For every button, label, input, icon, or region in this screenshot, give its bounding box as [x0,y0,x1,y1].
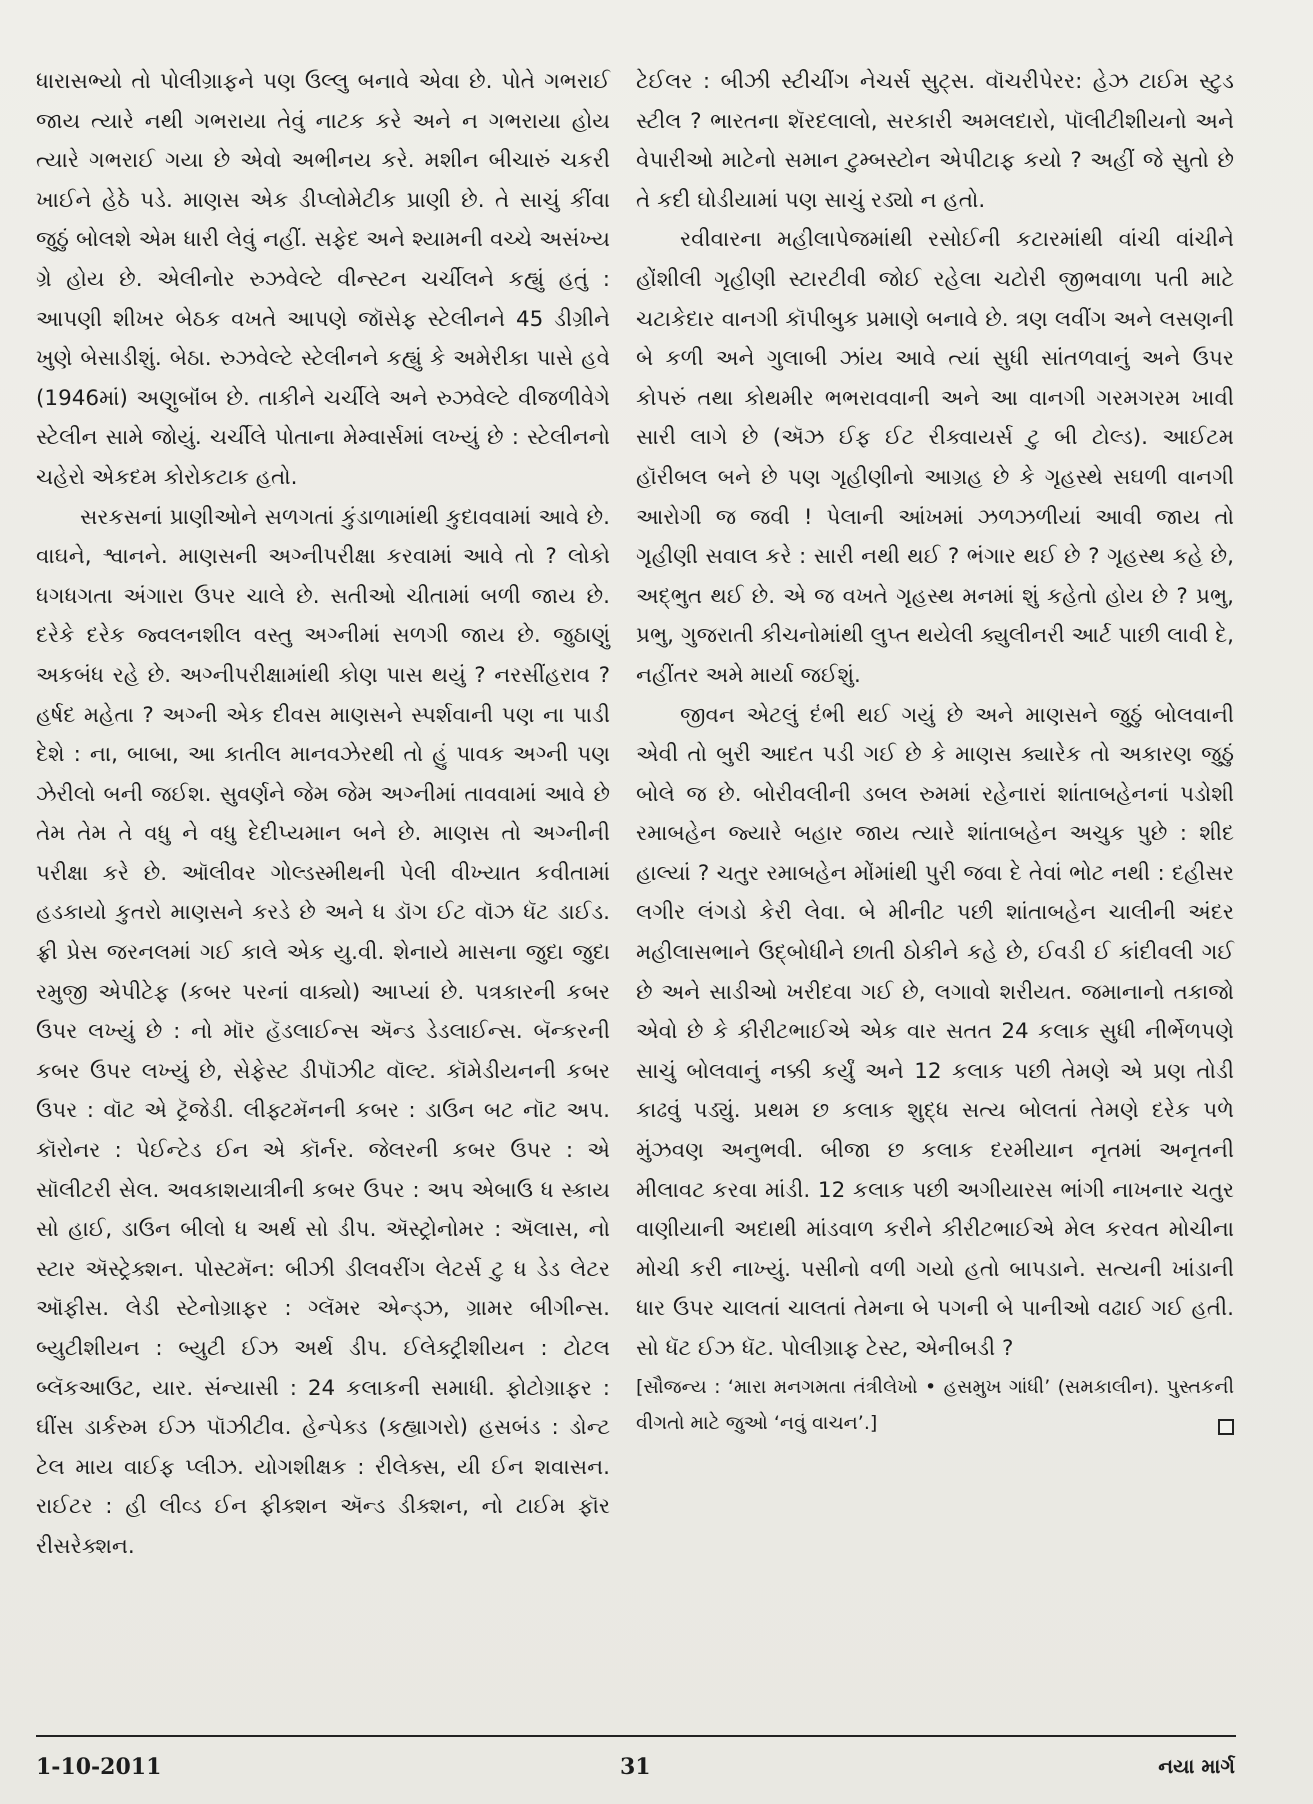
left-paragraph-1: ધારાસભ્યો તો પોલીગ્રાફને પણ ઉલ્લુ બનાવે એવા છે. પોતે ગભરાઈ જાય ત્યારે નથી ગભરાયા તેવું નાટક કરે અને ન ગભરાયા હોય ત્યારે ગભરાઈ ગયા છે એવો અભીનય કરે. મશીન બીચારું ચકરી ખાઈને હેઠે પડે. માણસ એક ડીપ્લોમેટીક પ્રાણી છે. તે સાચું કીંવા જુઠું બોલશે એમ ધારી લેવું નહીં. સફેદ અને શ્યામની વચ્ચે અસંખ્ય ગ્રે હોય છે. એલીનોર રુઝવેલ્ટે વીન્સ્ટન ચર્ચીલને કહ્યું હતું : આપણી શીખર બેઠક વખતે આપણે જૉસેફ સ્ટેલીનને 45 ડીગ્રીને ખુણે બેસાડીશું. બેઠા. રુઝવેલ્ટે સ્ટેલીનને કહ્યું કે અમેરીકા પાસે હવે (1946માં) અણુબૉંબ છે. તાકીને ચર્ચીલે અને રુઝવેલ્ટે વીજળીવેગે સ્ટેલીન સામે જોયું. ચર્ચીલે પોતાના મેમ્વાર્સમાં લખ્યું છે : સ્ટેલીનનો ચહેરો એકદમ કોરોકટાક હતો. [36,69,610,490]
issue-date: 1-10-2011 [36,1754,162,1780]
right-paragraph-2: રવીવારના મહીલાપેજમાંથી રસોઈની કટારમાંથી વાંચી વાંચીને હોંશીલી ગૃહીણી સ્ટારટીવી જોઈ રહેલા ચટોરી જીભવાળા પતી માટે ચટાકેદાર વાનગી કૉપીબુક પ્રમાણે બનાવે છે. ત્રણ લવીંગ અને લસણની બે કળી અને ગુલાબી ઝાંય આવે ત્યાં સુધી સાંતળવાનું અને ઉપર કોપરું તથા કોથમીર ભભરાવવાની અને આ વાનગી ગરમગરમ ખાવી સારી લાગે છે (ઍઝ ઈફ ઈટ રીક્વાયર્સ ટુ બી ટોલ્ડ). આઈટમ હૉરીબલ બને છે પણ ગૃહીણીનો આગ્રહ છે કે ગૃહસ્થે સઘળી વાનગી આરોગી જ જવી ! પેલાની આંખમાં ઝળઝળીયાં આવી જાય તો ગૃહીણી સવાલ કરે : સારી નથી થઈ ? ભંગાર થઈ છે ? ગૃહસ્થ કહે છે, અદ્ભુત થઈ છે. એ જ વખતે ગૃહસ્થ મનમાં શું કહેતો હોય છે ? પ્રભુ, પ્રભુ, ગુજરાતી કીચનોમાંથી લુપ્ત થયેલી ક્યુલીનરી આર્ટ પાછી લાવી દે, નહીંતર અમે માર્યા જઈશું. [636,227,1234,688]
right-column [636,62,1234,1441]
right-paragraph-3: જીવન એટલું દંભી થઈ ગયું છે અને માણસને જુઠું બોલવાની એવી તો બુરી આદત પડી ગઈ છે કે માણસ ક્યારેક તો અકારણ જુઠું બોલે જ છે. બોરીવલીની ડબલ રુમમાં રહેનારાં શાંતાબહેનનાં પડોશી રમાબહેન જ્યારે બહાર જાય ત્યારે શાંતાબહેન અચુક પુછે : શીદ હાલ્યાં ? ચતુર રમાબહેન મોંમાંથી પુરી જવા દે તેવાં ભોટ નથી : દહીસર લગીર લંગડો કેરી લેવા. બે મીનીટ પછી શાંતાબહેન ચાલીની અંદર મહીલાસભાને ઉદ્બોધીને છાતી ઠોકીને કહે છે, ઈવડી ઈ કાંદીવલી ગઈ છે અને સાડીઓ ખરીદવા ગઈ છે, લગાવો શરીયત. જમાનાનો તકાજો એવો છે કે કીરીટભાઈએ એક વાર સતત 24 કલાક સુધી નીર્ભેળપણે સાચું બોલવાનું નક્કી કર્યું અને 12 કલાક પછી તેમણે એ પ્રણ તોડી કાઢવું પડ્યું. પ્રથમ છ કલાક શુદ્ધ સત્ય બોલતાં તેમણે દરેક પળે મુંઝવણ અનુભવી. બીજા છ કલાક દરમીયાન નૃતમાં અનૃતની મીલાવટ કરવા માંડી. 12 કલાક પછી અગીયારસ ભાંગી નાખનાર ચતુર વાણીયાની અદાથી માંડવાળ કરીને કીરીટભાઈએ મેલ કરવત મોચીના મોચી કરી નાખ્યું. પસીનો વળી ગયો હતો બાપડાને. સત્યની ખાંડાની ધાર ઉપર ચાલતાં ચાલતાં તેમના બે પગની બે પાનીઓ વઢાઈ ગઈ હતી. સો ધૅટ ઈઝ ધૅટ. પોલીગ્રાફ ટેસ્ટ, એનીબડી ? [636,702,1234,1361]
right-paragraph-1: ટેઈલર : બીઝી સ્ટીચીંગ નેચર્સ સુટ્સ. વૉચરીપેરર: હેઝ ટાઈમ સ્ટુડ સ્ટીલ ? ભારતના શૅરદલાલો, સરકારી અમલદારો, પૉલીટીશીયનો અને વેપારીઓ માટેનો સમાન ટુમ્બસ્ટોન એપીટાફ કયો ? અહીં જે સુતો છે તે કદી ઘોડીયામાં પણ સાચું રડ્યો ન હતો. [636,69,1234,213]
left-column [36,62,610,1567]
footer-divider [36,1735,1236,1737]
end-square-icon [1218,1419,1234,1435]
magazine-name: નયા માર્ગ [1158,1754,1235,1778]
source-credit-block [636,1369,1234,1441]
left-paragraph-2: સરકસનાં પ્રાણીઓને સળગતાં કુંડાળામાંથી કુદાવવામાં આવે છે. વાઘને, શ્વાનને. માણસની અગ્નીપરીક્ષા કરવામાં આવે તો ? લોકો ધગધગતા અંગારા ઉપર ચાલે છે. સતીઓ ચીતામાં બળી જાય છે. દરેકે દરેક જ્વલનશીલ વસ્તુ અગ્નીમાં સળગી જાય છે. જુઠાણું અકબંધ રહે છે. અગ્નીપરીક્ષામાંથી કોણ પાસ થયું ? નરસીંહરાવ ? હર્ષદ મહેતા ? અગ્ની એક દીવસ માણસને સ્પર્શવાની પણ ના પાડી દેશે : ના, બાબા, આ કાતીલ માનવઝેરથી તો હું પાવક અગ્ની પણ ઝેરીલો બની જઈશ. સુવર્ણને જેમ જેમ અગ્નીમાં તાવવામાં આવે છે તેમ તેમ તે વધુ ને વધુ દેદીપ્યમાન બને છે. માણસ તો અગ્નીની પરીક્ષા કરે છે. ઑલીવર ગોલ્ડસ્મીથની પેલી વીખ્યાત કવીતામાં હડકાયો કુતરો માણસને કરડે છે અને ધ ડૉગ ઈટ વૉઝ ધૅટ ડાઈડ. ફ્રી પ્રેસ જરનલમાં ગઈ કાલે એક યુ.વી. શેનાયે માસના જુદા જુદા રમુજી એપીટેફ (કબર પરનાં વાક્યો) આપ્યાં છે. પત્રકારની કબર ઉપર લખ્યું છે : નો મૉર હૅડલાઈન્સ ઍન્ડ ડેડલાઈન્સ. બૅન્કરની કબર ઉપર લખ્યું છે, સેફેસ્ટ ડીપૉઝીટ વૉલ્ટ. કૉમેડીયનની કબર ઉપર : વૉટ એ ટ્રૅજેડી. લીફ્ટમૅનની કબર : ડાઉન બટ નૉટ અપ. કૉરોનર : પેઈન્ટેડ ઈન એ કૉર્નર. જેલરની કબર ઉપર : એ સૉલીટરી સેલ. અવકાશયાત્રીની કબર ઉપર : અપ એબાઉ ધ સ્કાય સો હાઈ, ડાઉન બીલો ધ અર્થ સો ડીપ. ઍસ્ટ્રોનોમર : ઍલાસ, નો સ્ટાર ઍસ્ટ્રેક્શન. પોસ્ટમૅન: બીઝી ડીલવરીંગ લેટર્સ ટુ ધ ડેડ લેટર ઑફીસ. લેડી સ્ટેનોગ્રાફર : ગ્લૅમર એન્ડ્ઝ, ગ્રામર બીગીન્સ. બ્યુટીશીયન : બ્યુટી ઈઝ અર્થ ડીપ. ઈલેક્ટ્રીશીયન : ટોટલ બ્લૅકઆઉટ, યાર. સંન્યાસી : 24 કલાકની સમાધી. ફોટોગ્રાફર : ઘીંસ ડાર્કરુમ ઈઝ પૉઝીટીવ. હેન્પેક્ડ (કહ્યાગરો) હસબંડ : ડોન્ટ ટેલ માય વાઈફ પ્લીઝ. યોગશીક્ષક : રીલેક્સ, યી ઈન શવાસન. રાઈટર : હી લીવ્ડ ઈન ફીક્શન ઍન્ડ ડીક્શન, નો ટાઈમ ફૉર રીસરેક્શન. [36,504,610,1559]
source-credit: [સૌજન્ય : ‘મારા મનગમતા તંત્રીલેખો • હસમુખ ગાંધી’ (સમકાલીન). પુસ્તકની વીગતો માટે જુઓ ‘નવું વાચન’.] [636,1375,1234,1434]
page-number: 31 [620,1754,651,1780]
